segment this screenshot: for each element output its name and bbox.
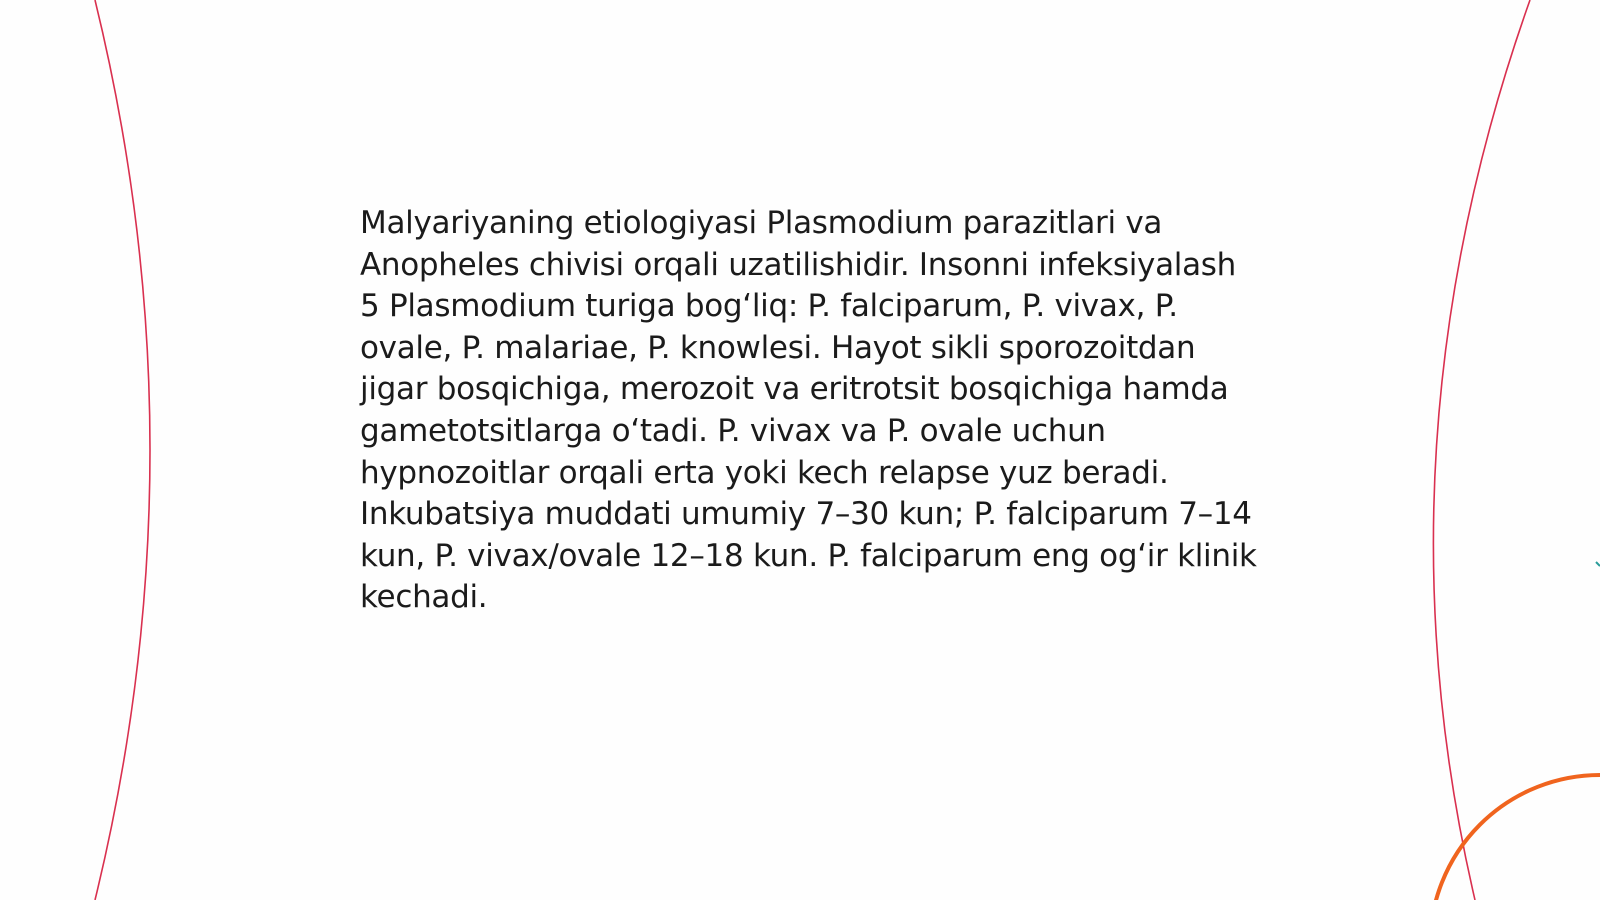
teal-mark [1596, 562, 1600, 566]
slide-body-text: Malyariyaning etiologiyasi Plasmodium parazitlari va Anopheles chivisi orqali uzatilishidir. Insonni infeksiyalash 5 Plasmodium turiga bog‘liq: P. falciparum, P. vivax, P. ovale, P. malariae, P. knowlesi. Hayot sikli sporozoitdan jigar bosqichiga, merozoit va eritrotsit bosqichiga hamda gametotsitlarga o‘tadi. P. vivax va P. ovale uchun hypnozoitlar orqali erta yoki kech relapse yuz beradi. Inkubatsiya muddati umumiy 7–30 kun; P. falciparum 7–14 kun, P. vivax/ovale 12–18 kun. P. falciparum eng og‘ir klinik kechadi. [360, 205, 1257, 616]
left-arc [95, 0, 150, 900]
corner-arc [1430, 775, 1600, 900]
right-arc [1433, 0, 1530, 900]
